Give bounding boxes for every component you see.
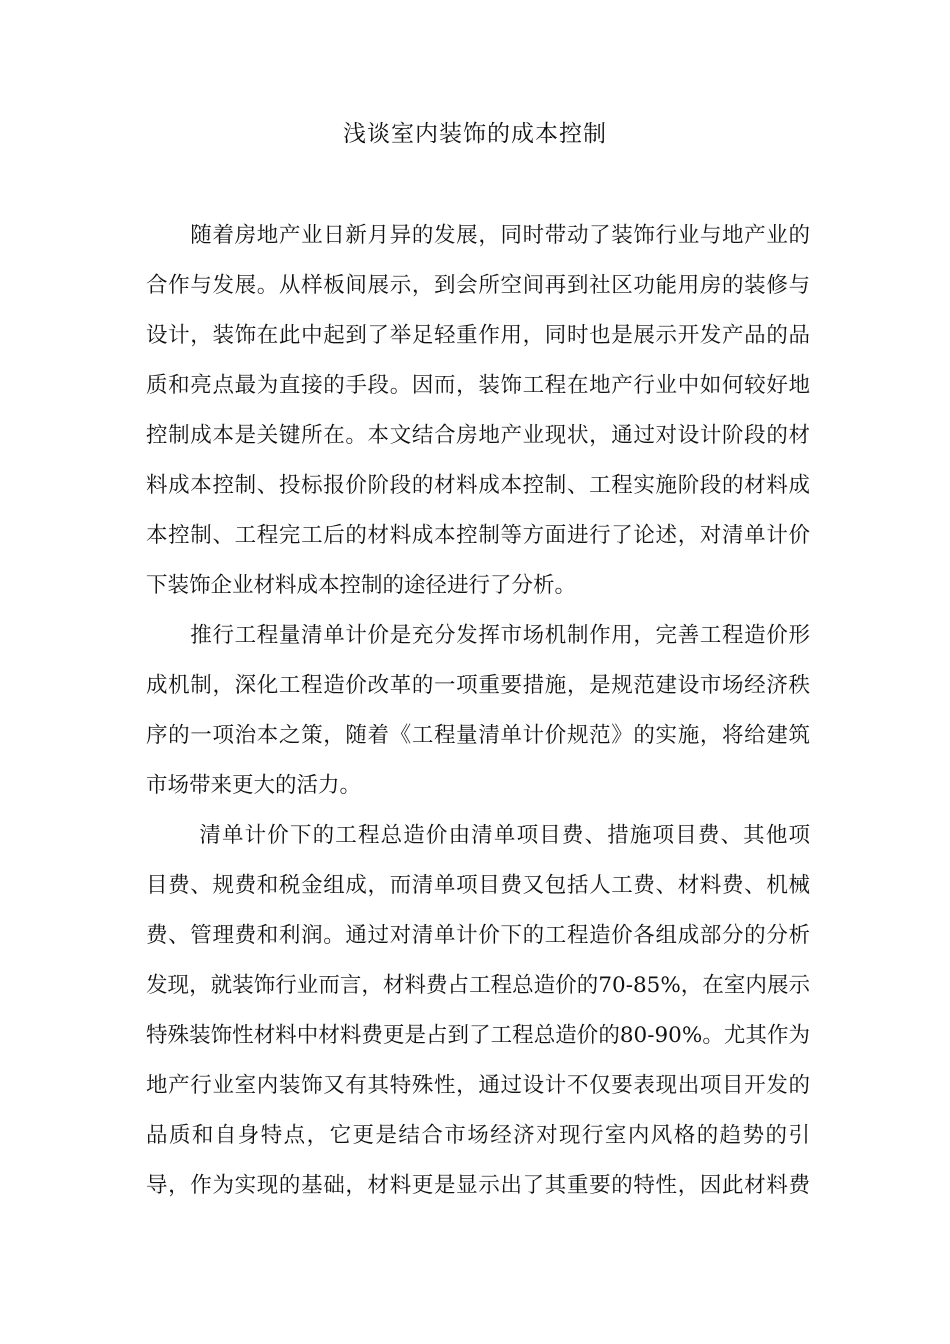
body-line: 地产行业室内装饰又有其特殊性，通过设计不仅要表现出项目开发的 <box>146 1073 810 1098</box>
body-line: 市场带来更大的活力。 <box>146 773 362 798</box>
body-line: 随着房地产业日新月异的发展，同时带动了装饰行业与地产业的 <box>146 223 810 248</box>
body-line: 清单计价下的工程总造价由清单项目费、措施项目费、其他项 <box>146 823 810 848</box>
body-line: 推行工程量清单计价是充分发挥市场机制作用，完善工程造价形 <box>146 623 810 648</box>
body-line: 合作与发展。从样板间展示，到会所空间再到社区功能用房的装修与 <box>146 273 810 298</box>
body-line: 目费、规费和税金组成，而清单项目费又包括人工费、材料费、机械 <box>146 873 810 898</box>
body-line: 下装饰企业材料成本控制的途径进行了分析。 <box>146 573 577 598</box>
body-line: 设计，装饰在此中起到了举足轻重作用，同时也是展示开发产品的品 <box>146 323 810 348</box>
body-line: 导，作为实现的基础，材料更是显示出了其重要的特性，因此材料费 <box>146 1173 810 1198</box>
body-line: 发现，就装饰行业而言，材料费占工程总造价的70-85%，在室内展示 <box>146 973 810 998</box>
body-line: 质和亮点最为直接的手段。因而，装饰工程在地产行业中如何较好地 <box>146 373 810 398</box>
body-line: 料成本控制、投标报价阶段的材料成本控制、工程实施阶段的材料成 <box>146 473 810 498</box>
document-title: 浅谈室内装饰的成本控制 <box>343 121 607 147</box>
body-line: 费、管理费和利润。通过对清单计价下的工程造价各组成部分的分析 <box>146 923 810 948</box>
body-line: 特殊装饰性材料中材料费更是占到了工程总造价的80-90%。尤其作为 <box>146 1023 810 1048</box>
body-line: 品质和自身特点，它更是结合市场经济对现行室内风格的趋势的引 <box>146 1123 810 1148</box>
body-line: 序的一项治本之策，随着《工程量清单计价规范》的实施，将给建筑 <box>146 723 810 748</box>
body-line: 控制成本是关键所在。本文结合房地产业现状，通过对设计阶段的材 <box>146 423 810 448</box>
body-line: 成机制，深化工程造价改革的一项重要措施，是规范建设市场经济秩 <box>146 673 810 698</box>
body-line: 本控制、工程完工后的材料成本控制等方面进行了论述，对清单计价 <box>146 523 810 548</box>
